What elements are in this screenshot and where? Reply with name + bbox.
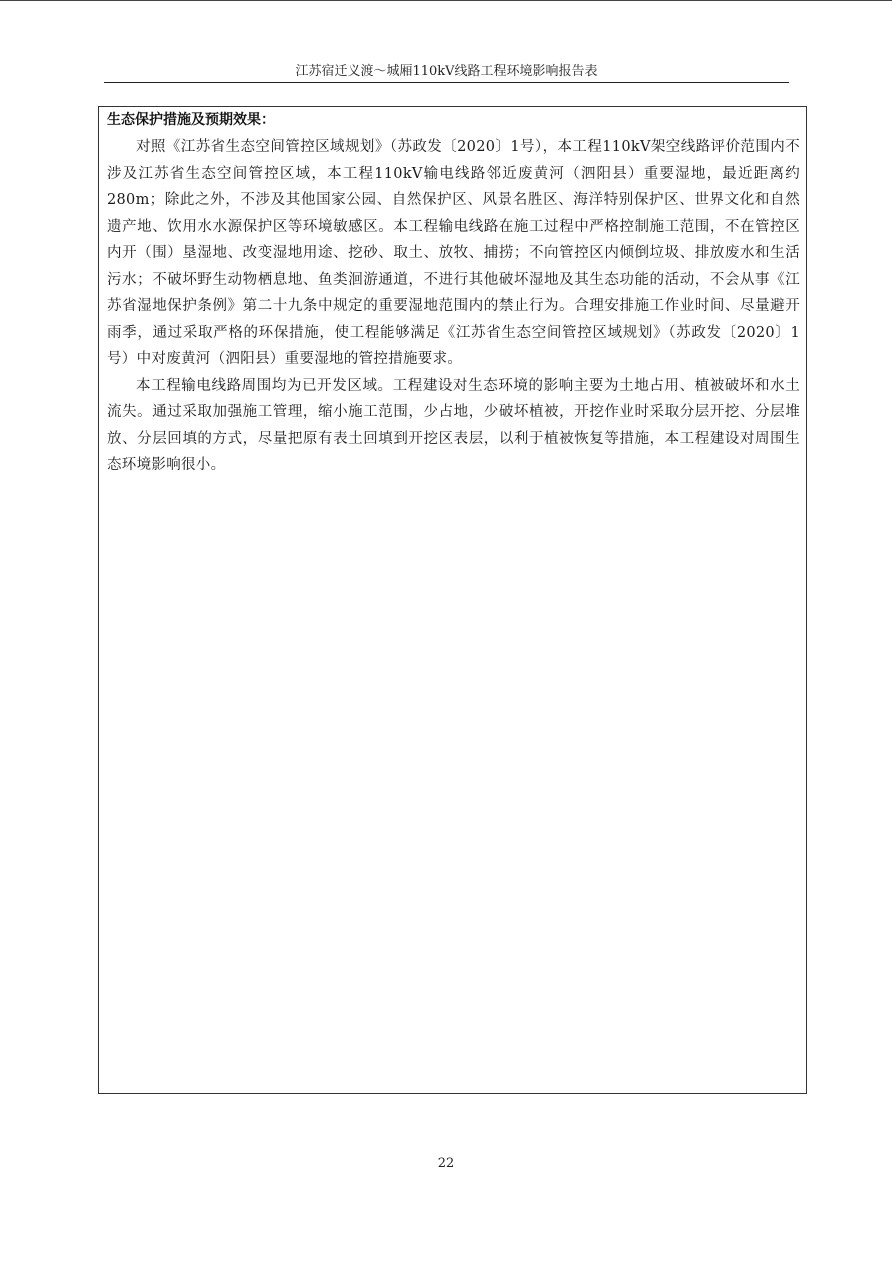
page-top-border	[0, 0, 892, 1]
page-header-title: 江苏宿迁义渡～城厢110kV线路工程环境影响报告表	[295, 64, 598, 79]
content-table-cell	[98, 106, 807, 1094]
page-number: 22	[437, 1156, 455, 1171]
paragraph-construction-impact: 本工程输电线路周围均为已开发区域。工程建设对生态环境的影响主要为土地占用、植被破坏和水土流失。通过采取加强施工管理，缩小施工范围，少占地，少破坏植被，开挖作业时采取分层开挖、分层堆放、分层回填的方式，尽量把原有表土回填到开挖区表层，以利于植被恢复等措施，本工程建设对周围生态环境影响很小。	[107, 377, 800, 473]
section-body	[107, 134, 800, 479]
paragraph-ecological-zone: 对照《江苏省生态空间管控区域规划》（苏政发〔2020〕1号），本工程110kV架空线路评价范围内不涉及江苏省生态空间管控区域，本工程110kV输电线路邻近废黄河（泗阳县）重要湿地，最近距离约280m；除此之外，不涉及其他国家公园、自然保护区、风景名胜区、海洋特别保护区、世界文化和自然遗产地、饮用水水源保护区等环境敏感区。本工程输电线路在施工过程中严格控制施工范围，不在管控区内开（围）垦湿地、改变湿地用途、挖砂、取土、放牧、捕捞；不向管控区内倾倒垃圾、排放废水和生活污水；不破坏野生动物栖息地、鱼类洄游通道，不进行其他破坏湿地及其生态功能的活动，不会从事《江苏省湿地保护条例》第二十九条中规定的重要湿地范围内的禁止行为。合理安排施工作业时间、尽量避开雨季，通过采取严格的环保措施，使工程能够满足《江苏省生态空间管控区域规划》（苏政发〔2020〕1号）中对废黄河（泗阳县）重要湿地的管控措施要求。	[107, 139, 800, 367]
header-divider	[104, 82, 789, 83]
section-heading: 生态保护措施及预期效果：	[107, 112, 275, 128]
